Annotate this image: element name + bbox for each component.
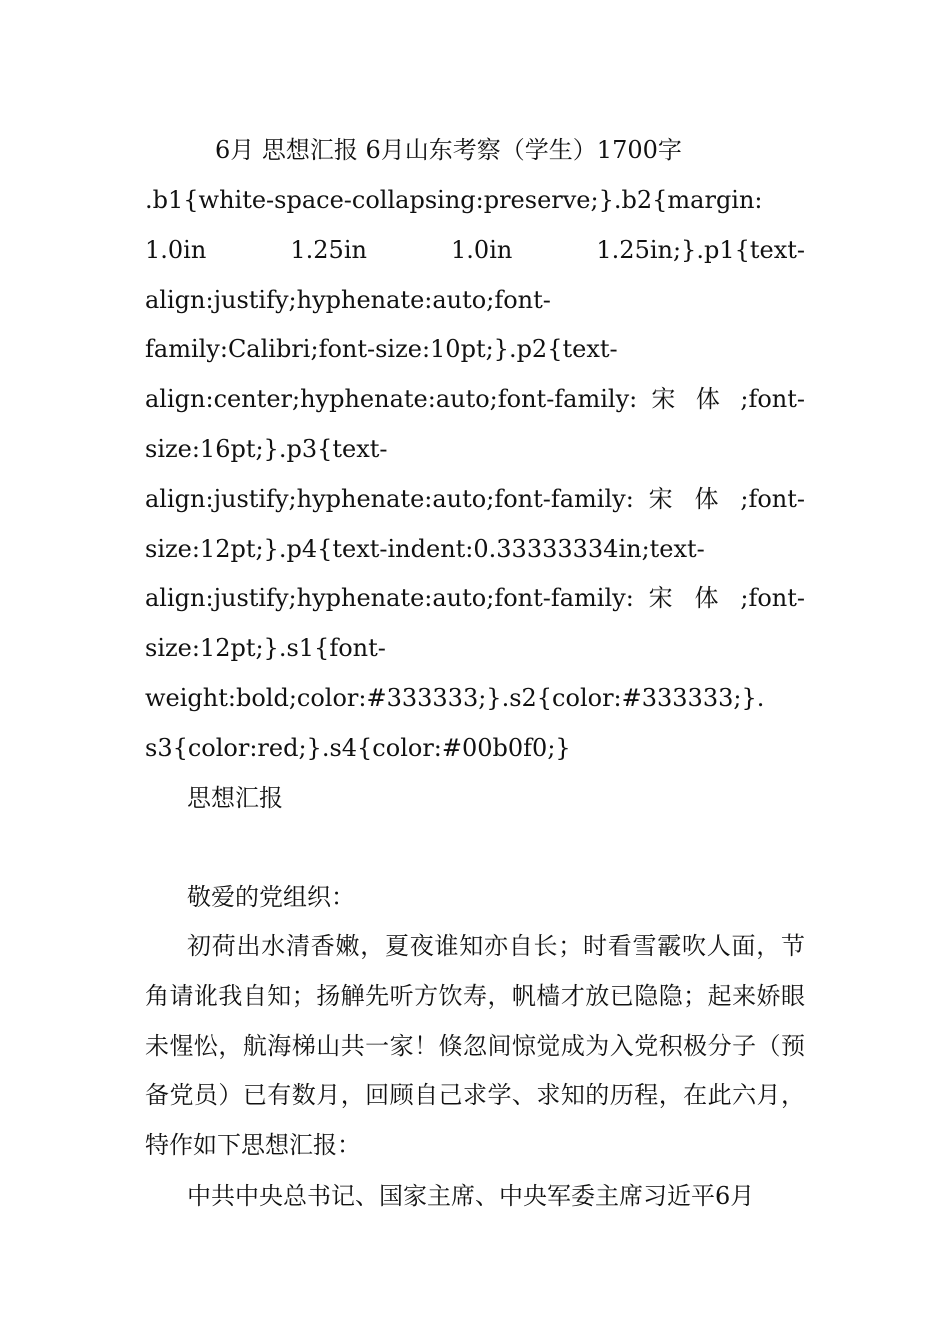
body-paragraph: 中共中央总书记、国家主席、中央军委主席习近平6月	[187, 1182, 755, 1210]
css-text-block	[145, 176, 805, 774]
css-line: 1.0in 1.25in 1.0in 1.25in;}.p1{text-	[145, 235, 805, 264]
css-line: .b1{white-space-collapsing:preserve;}.b2{margin:	[145, 186, 763, 214]
css-line: family:Calibri;font-size:10pt;}.p2{text-	[145, 335, 618, 364]
salutation: 敬爱的党组织：	[187, 883, 355, 911]
document-title: 6月 思想汇报 6月山东考察（学生）1700字	[215, 136, 682, 164]
css-line: align:justify;hyphenate:auto;font-family: 宋 体 ;font-	[145, 584, 805, 613]
css-line: align:center;hyphenate:auto;font-family: 宋 体 ;font-	[145, 385, 805, 414]
css-line: s3{color:red;}.s4{color:#00b0f0;}	[145, 733, 571, 762]
css-line: size:12pt;}.p4{text-indent:0.33333334in;text-	[145, 534, 705, 563]
css-line: weight:bold;color:#333333;}.s2{color:#333333;}.	[145, 683, 765, 712]
section-heading: 思想汇报	[187, 784, 283, 812]
body-paragraph: 初荷出水清香嫩，夏夜谁知亦自长；时看雪霰吹人面，节角请讹我自知；扬觯先听方饮寿，帆樯才放已隐隐；起来娇眼未惺忪，航海梯山共一家！倏忽间惊觉成为入党积极分子（预备党员）已有数月，回顾自己求学、求知的历程，在此六月，特作如下思想汇报：	[145, 932, 805, 1160]
css-line: size:12pt;}.s1{font-	[145, 634, 386, 663]
css-line: align:justify;hyphenate:auto;font-family: 宋 体 ;font-	[145, 484, 805, 513]
css-line: align:justify;hyphenate:auto;font-	[145, 285, 551, 314]
css-line: size:16pt;}.p3{text-	[145, 434, 388, 463]
